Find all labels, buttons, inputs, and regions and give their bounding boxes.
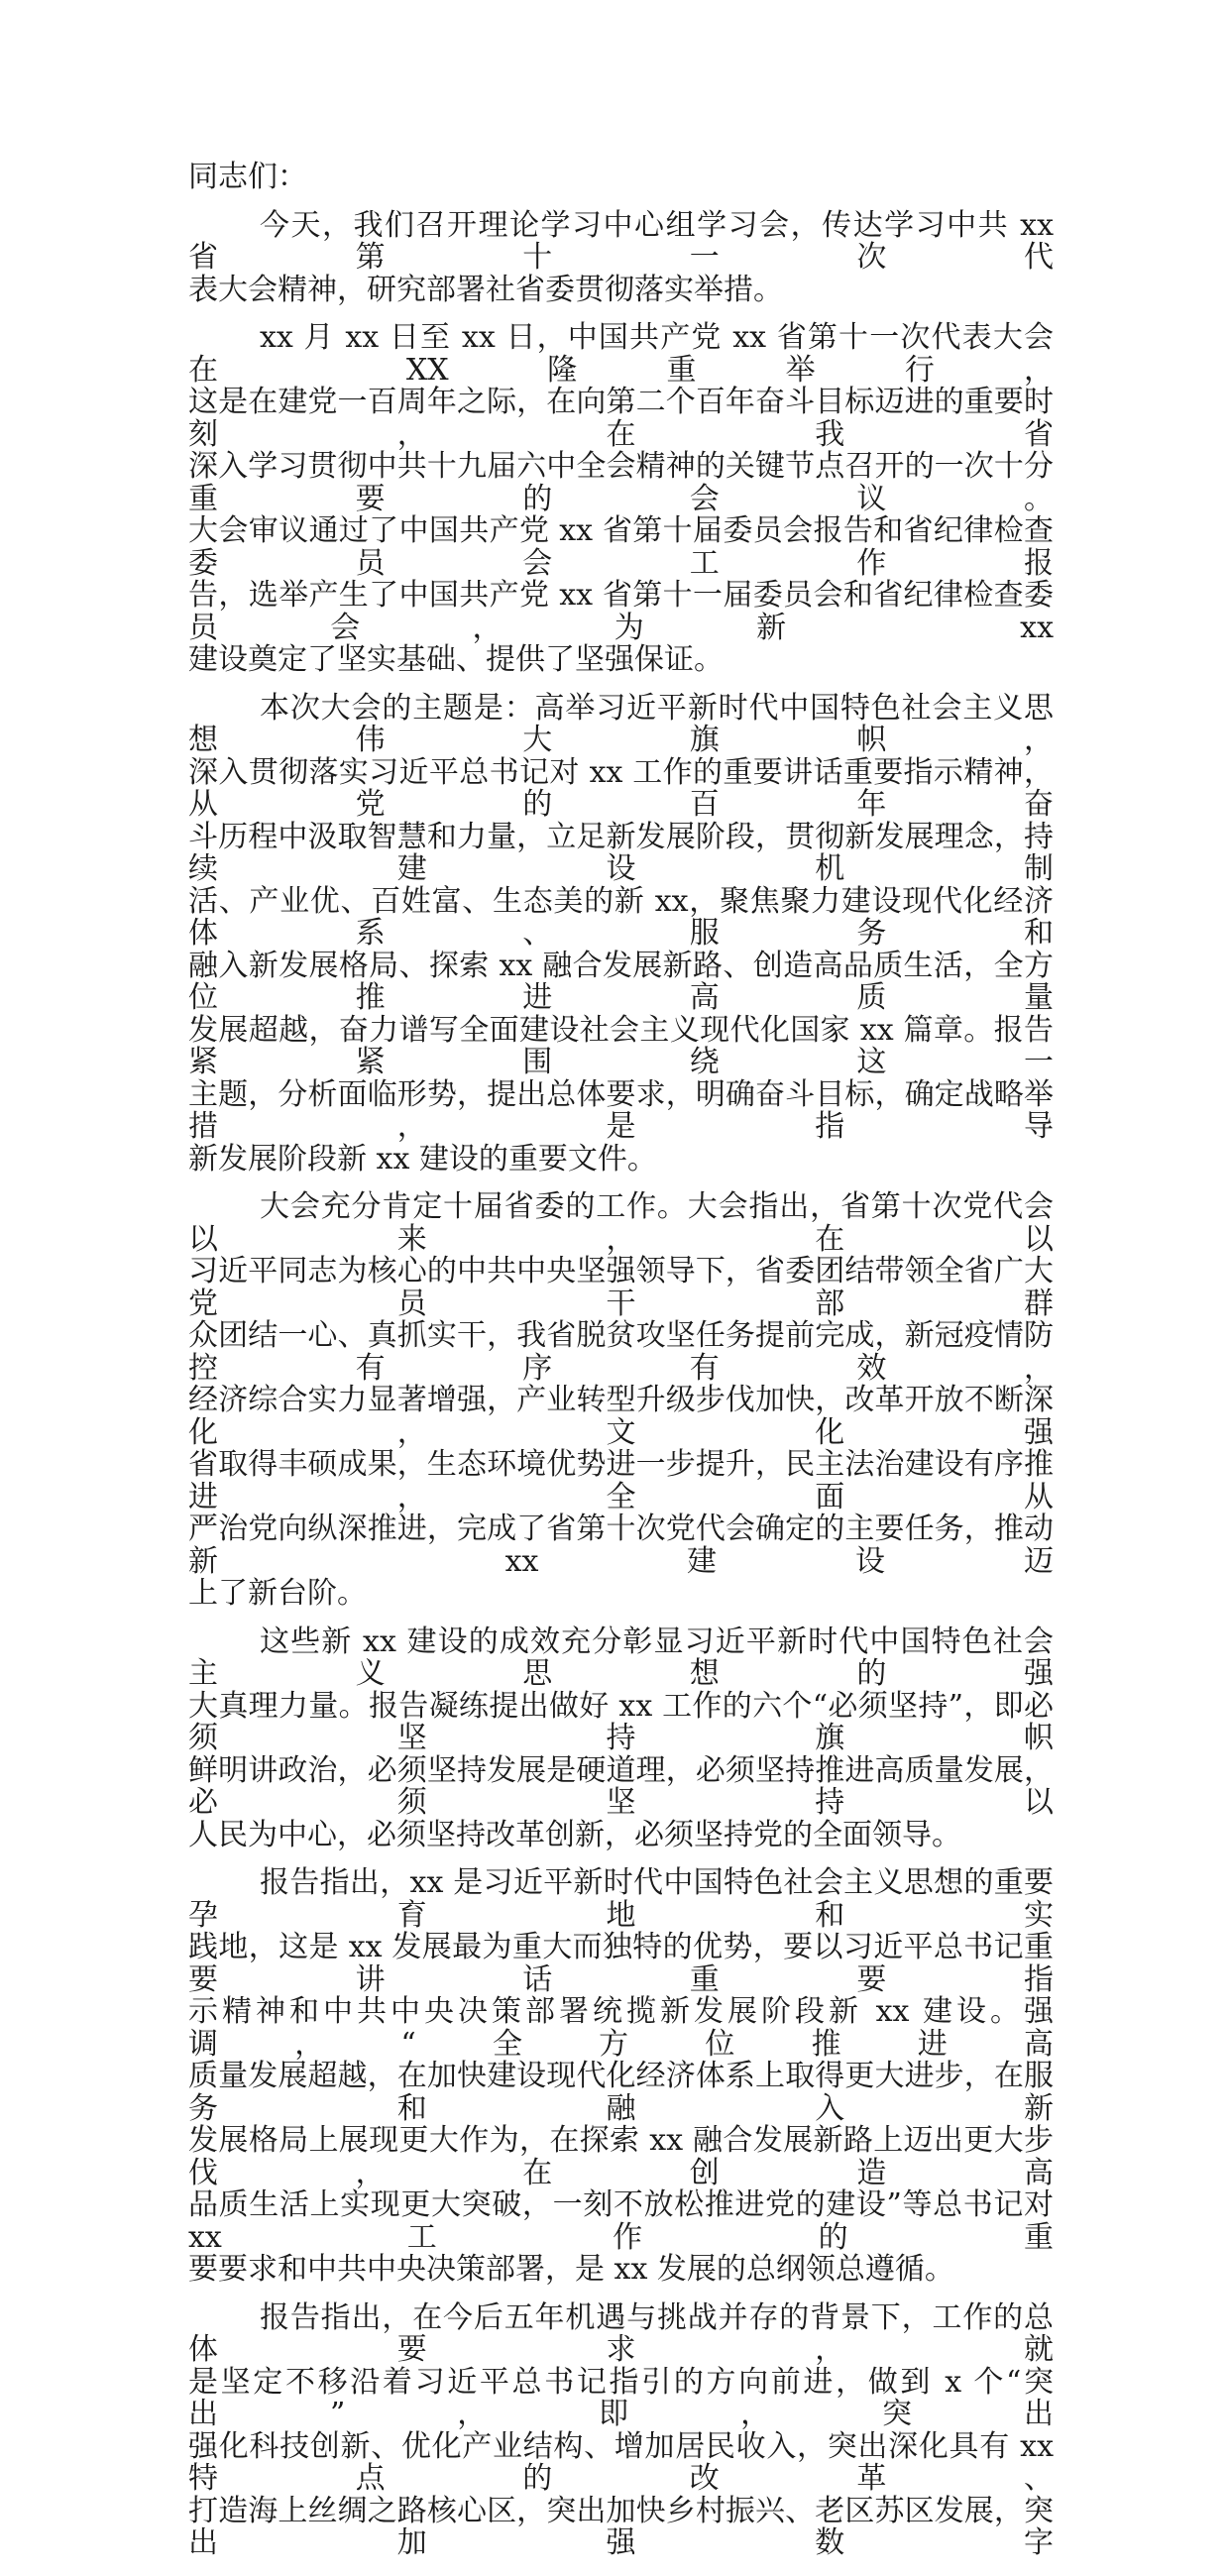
text-line: 本次大会的主题是：高举习近平新时代中国特色社会主义思想伟大旗帜， [188,690,1054,757]
text-line: 强化科技创新、优化产业结构、增加居民收入，突出深化具有 xx 特点的改革、 [188,2428,1054,2496]
body-paragraph [188,1867,1054,2287]
text-line: 习近平同志为核心的中共中央坚强领导下，省委团结带领全省广大党员干部群 [188,1254,1054,1321]
text-line: 活、产业优、百姓富、生态美的新 xx，聚焦聚力建设现代化经济体系、服务和 [188,883,1054,951]
text-line: 这是在建党一百周年之际，在向第二个百年奋斗目标迈进的重要时刻，在我省 [188,385,1054,452]
text-line: 深入学习贯彻中共十九届六中全会精神的关键节点召开的一次十分重要的会议。 [188,449,1054,516]
text-line: 打造海上丝绸之路核心区，突出加快乡村振兴、老区苏区发展，突出加强数字 [188,2493,1054,2560]
text-line: 今天，我们召开理论学习中心组学习会，传达学习中共 xx 省第十一次代 [188,207,1054,275]
text-line: 报告指出，xx 是习近平新时代中国特色社会主义思想的重要孕育地和实 [188,1865,1054,1933]
document-page [188,162,1054,2576]
body-paragraph [188,322,1054,677]
text-line: 严治党向纵深推进，完成了省第十次党代会确定的主要任务，推动新 xx 建设迈 [188,1512,1054,1579]
body-paragraph [188,1191,1054,1611]
text-line: 众团结一心、真抓实干，我省脱贫攻坚任务提前完成，新冠疫情防控有序有效， [188,1318,1054,1386]
text-line: 发展格局上展现更大作为，在探索 xx 融合发展新路上迈出更大步伐，在创造高 [188,2123,1054,2190]
text-line: 经济综合实力显著增强，产业转型升级步伐加快，改革开放不断深化，文化强 [188,1383,1054,1450]
text-line: 深入贯彻落实习近平总书记对 xx 工作的重要讲话重要指示精神，从党的百年奋 [188,754,1054,822]
text-line: 融入新发展格局、探索 xx 融合发展新路、创造高品质生活，全方位推进高质量 [188,948,1054,1015]
text-line: 大会审议通过了中国共产党 xx 省第十届委员会报告和省纪律检查委员会工作报 [188,513,1054,581]
text-line: 表大会精神，研究部署社省委贯彻落实举措。 [188,272,783,307]
text-line: 主题，分析面临形势，提出总体要求，明确奋斗目标，确定战略举措，是指导 [188,1076,1054,1144]
text-line: 质量发展超越，在加快建设现代化经济体系上取得更大进步，在服务和融入新 [188,2059,1054,2126]
text-line: 告，选举产生了中国共产党 xx 省第十一届委员会和省纪律检查委员会，为新 xx [188,578,1054,645]
text-line: 这些新 xx 建设的成效充分彰显习近平新时代中国特色社会主义思想的强 [188,1624,1054,1691]
text-line: 同志们： [188,160,307,194]
text-line: 鲜明讲政治，必须坚持发展是硬道理，必须坚持推进高质量发展，必须坚持以 [188,1752,1054,1820]
text-line: xx 月 xx 日至 xx 日，中国共产党 xx 省第十一次代表大会在 XX 隆重举行， [188,320,1054,388]
text-line: 斗历程中汲取智慧和力量，立足新发展阶段，贯彻新发展理念，持续建设机制 [188,819,1054,886]
salutation [188,162,1054,194]
text-line: 大真理力量。报告凝练提出做好 xx 工作的六个“必须坚持”，即必须坚持旗帜 [188,1688,1054,1755]
text-line: 新发展阶段新 xx 建设的重要文件。 [188,1141,657,1176]
text-line: 建设奠定了坚实基础、提供了坚强保证。 [188,642,724,677]
text-line: 发展超越，奋力谱写全面建设社会主义现代化国家 xx 篇章。报告紧紧围绕这一 [188,1012,1054,1079]
text-line: 是坚定不移沿着习近平总书记指引的方向前进，做到 x 个“突出”，即，突出 [188,2364,1054,2431]
text-line: 品质生活上实现更大突破，一刻不放松推进党的建设”等总书记对 xx 工作的重 [188,2187,1054,2255]
text-line: 上了新台阶。 [188,1576,367,1611]
text-line: 人民为中心，必须坚持改革创新，必须坚持党的全面领导。 [188,1817,961,1852]
text-line: 报告指出，在今后五年机遇与挑战并存的背景下，工作的总体要求，就 [188,2299,1054,2367]
body-paragraph [188,1626,1054,1852]
text-line: 示精神和中共中央决策部署统揽新发展阶段新 xx 建设。强调，“全方位推进高 [188,1994,1054,2062]
text-line: 要要求和中共中央决策部署，是 xx 发展的总纲领总遵循。 [188,2252,954,2287]
text-line: 省取得丰硕成果，生态环境优势进一步提升，民主法治建设有序推进，全面从 [188,1447,1054,1514]
body-paragraph [188,207,1054,307]
body-paragraph [188,690,1054,1176]
text-line: 大会充分肯定十届省委的工作。大会指出，省第十次党代会以来，在以 [188,1189,1054,1257]
body-paragraph [188,2299,1054,2560]
text-line: 践地，这是 xx 发展最为重大而独特的优势，要以习近平总书记重要讲话重要指 [188,1930,1054,1997]
